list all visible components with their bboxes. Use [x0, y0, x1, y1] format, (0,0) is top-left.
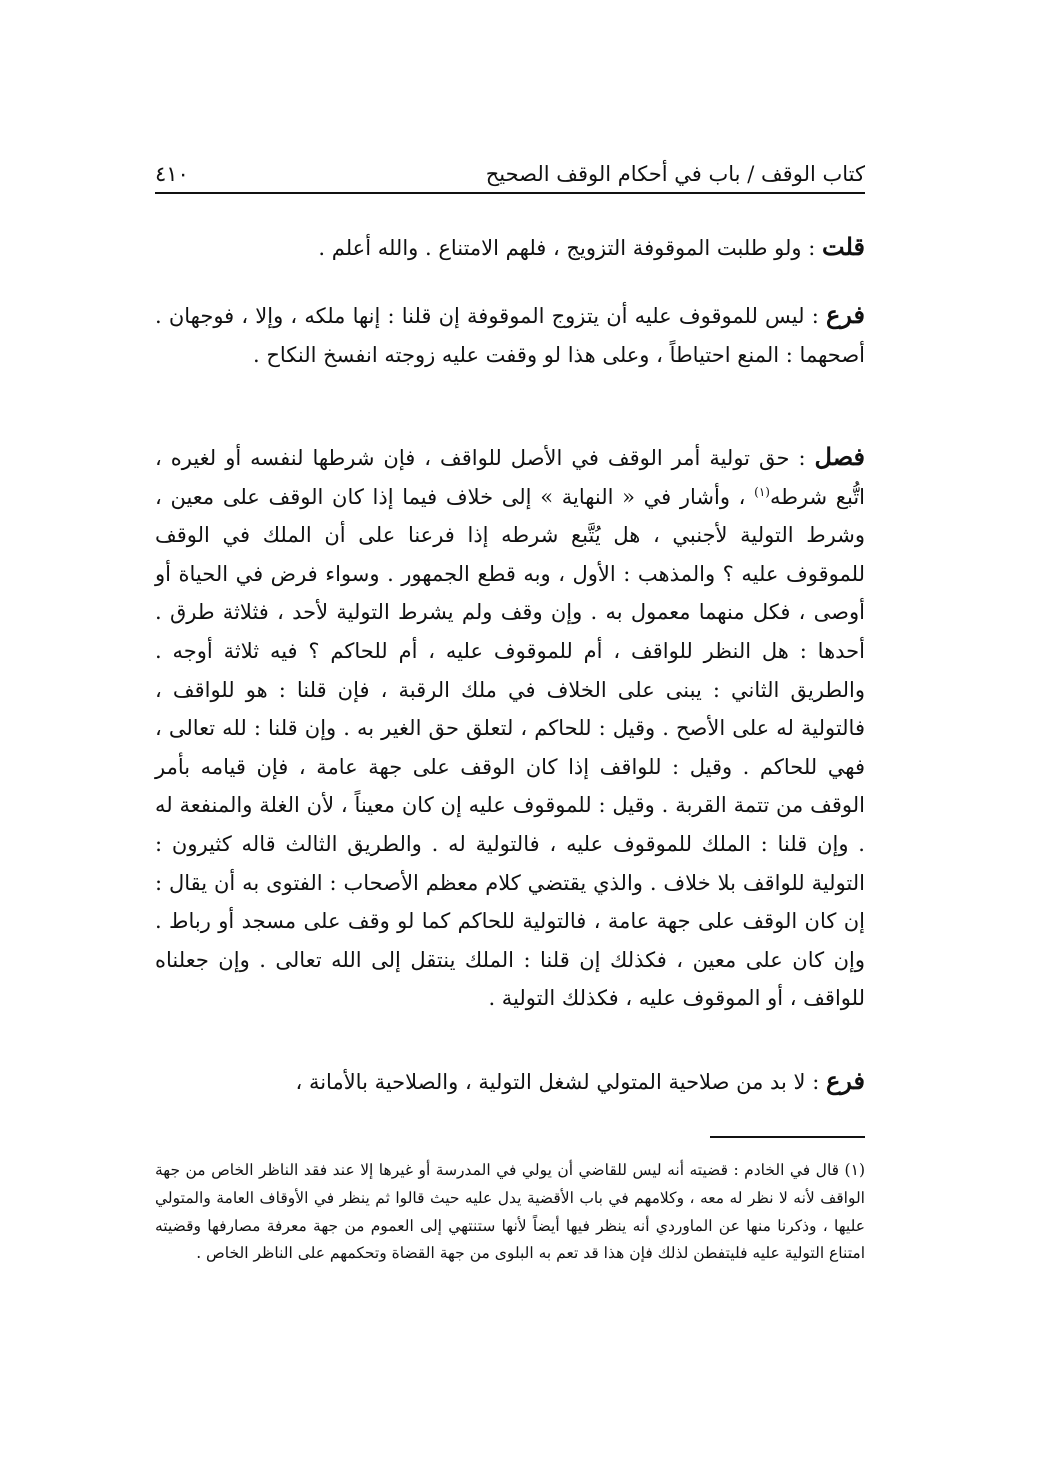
- paragraph-lead: فصل: [814, 442, 865, 471]
- running-title: كتاب الوقف / باب في أحكام الوقف الصحيح: [485, 162, 865, 186]
- footnote-reference[interactable]: (١): [754, 484, 770, 499]
- paragraph-text: : ولو طلبت الموقوفة التزويج ، فلهم الامتناع . والله أعلم .: [318, 236, 823, 260]
- footnote-text: قال في الخادم : قضيته أنه ليس للقاضي أن يولي في المدرسة أو غيرها إلا عند فقد الناظر الخاص من جهة الواقف لأنه لا نظر له معه ، وكلامهم في باب الأقضية يدل عليه حيث قالوا ثم ينظر في الأوقاف العامة والمتولي عليها ، وذكرنا منها عن الماوردي أنه ينظر فيها أيضاً لأنها ستنتهي إلى العموم من جهة معرفة مصارفها وقضيته امتناع التولية عليه فليتفطن لذلك فإن هذا قد تعم به البلوى من جهة القضاة وتحكمهم على الناظر الخاص .: [155, 1161, 865, 1263]
- paragraph-text-continued: ، وأشار في « النهاية » إلى خلاف فيما إذا كان الوقف على معين ، وشرط التولية لأجنبي ، هل يُتَّبع شرطه إذا فرعنا على أن الملك في الوقف للموقوف عليه ؟ والمذهب : الأول ، وبه قطع الجمهور . وسواء فرض في الحياة أو أوصى ، فكل منهما معمول به . وإن وقف ولم يشرط التولية لأحد ، فثلاثة طرق . أحدها : هل النظر للواقف ، أم للموقوف عليه ، أم للحاكم ؟ فيه ثلاثة أوجه . والطريق الثاني : يبنى على الخلاف في ملك الرقبة ، فإن قلنا : هو للواقف ، فالتولية له على الأصح . وقيل : للحاكم ، لتعلق حق الغير به . وإن قلنا : لله تعالى ، فهي للحاكم . وقيل : للواقف إذا كان الوقف على جهة عامة ، فإن قيامه بأمر الوقف من تتمة القربة . وقيل : للموقوف عليه إن كان معيناً ، لأن الغلة والمنفعة له . وإن قلنا : الملك للموقوف عليه ، فالتولية له . والطريق الثالث قاله كثيرون : التولية للواقف بلا خلاف . والذي يقتضي كلام معظم الأصحاب : الفتوى به أن يقال : إن كان الوقف على جهة عامة ، فالتولية للحاكم كما لو وقف على مسجد أو رباط . وإن كان على معين ، فكذلك إن قلنا : الملك ينتقل إلى الله تعالى . وإن جعلناه للواقف ، أو الموقوف عليه ، فكذلك التولية .: [155, 484, 865, 1011]
- paragraph-qult: [155, 228, 865, 268]
- paragraph-far-marriage: [155, 296, 865, 374]
- paragraph-lead: فرع: [825, 300, 865, 329]
- paragraph-lead: فرع: [825, 1066, 865, 1095]
- page-header: [155, 158, 865, 194]
- paragraph-text: : ليس للموقوف عليه أن يتزوج الموقوفة إن قلنا : إنها ملكه ، وإلا ، فوجهان . أصحهما : المنع احتياطاً ، وعلى هذا لو وقفت عليه زوجته انفسخ النكاح .: [155, 304, 865, 367]
- footnote-marker: (١): [844, 1161, 865, 1179]
- paragraph-far-salahiya: [155, 1062, 865, 1102]
- footnote: [155, 1157, 865, 1268]
- paragraph-text: : حق تولية أمر الوقف في الأصل للواقف ، فإن شرطها لنفسه أو لغيره ، اتُّبع شرطه: [155, 446, 865, 509]
- page-number: ٤١٠: [155, 162, 189, 186]
- paragraph-text: : لا بد من صلاحية المتولي لشغل التولية ، والصلاحية بالأمانة ،: [295, 1070, 826, 1094]
- paragraph-lead: قلت: [822, 232, 865, 261]
- footnote-separator: [710, 1136, 865, 1138]
- paragraph-fasl-tawliya: [155, 438, 865, 1018]
